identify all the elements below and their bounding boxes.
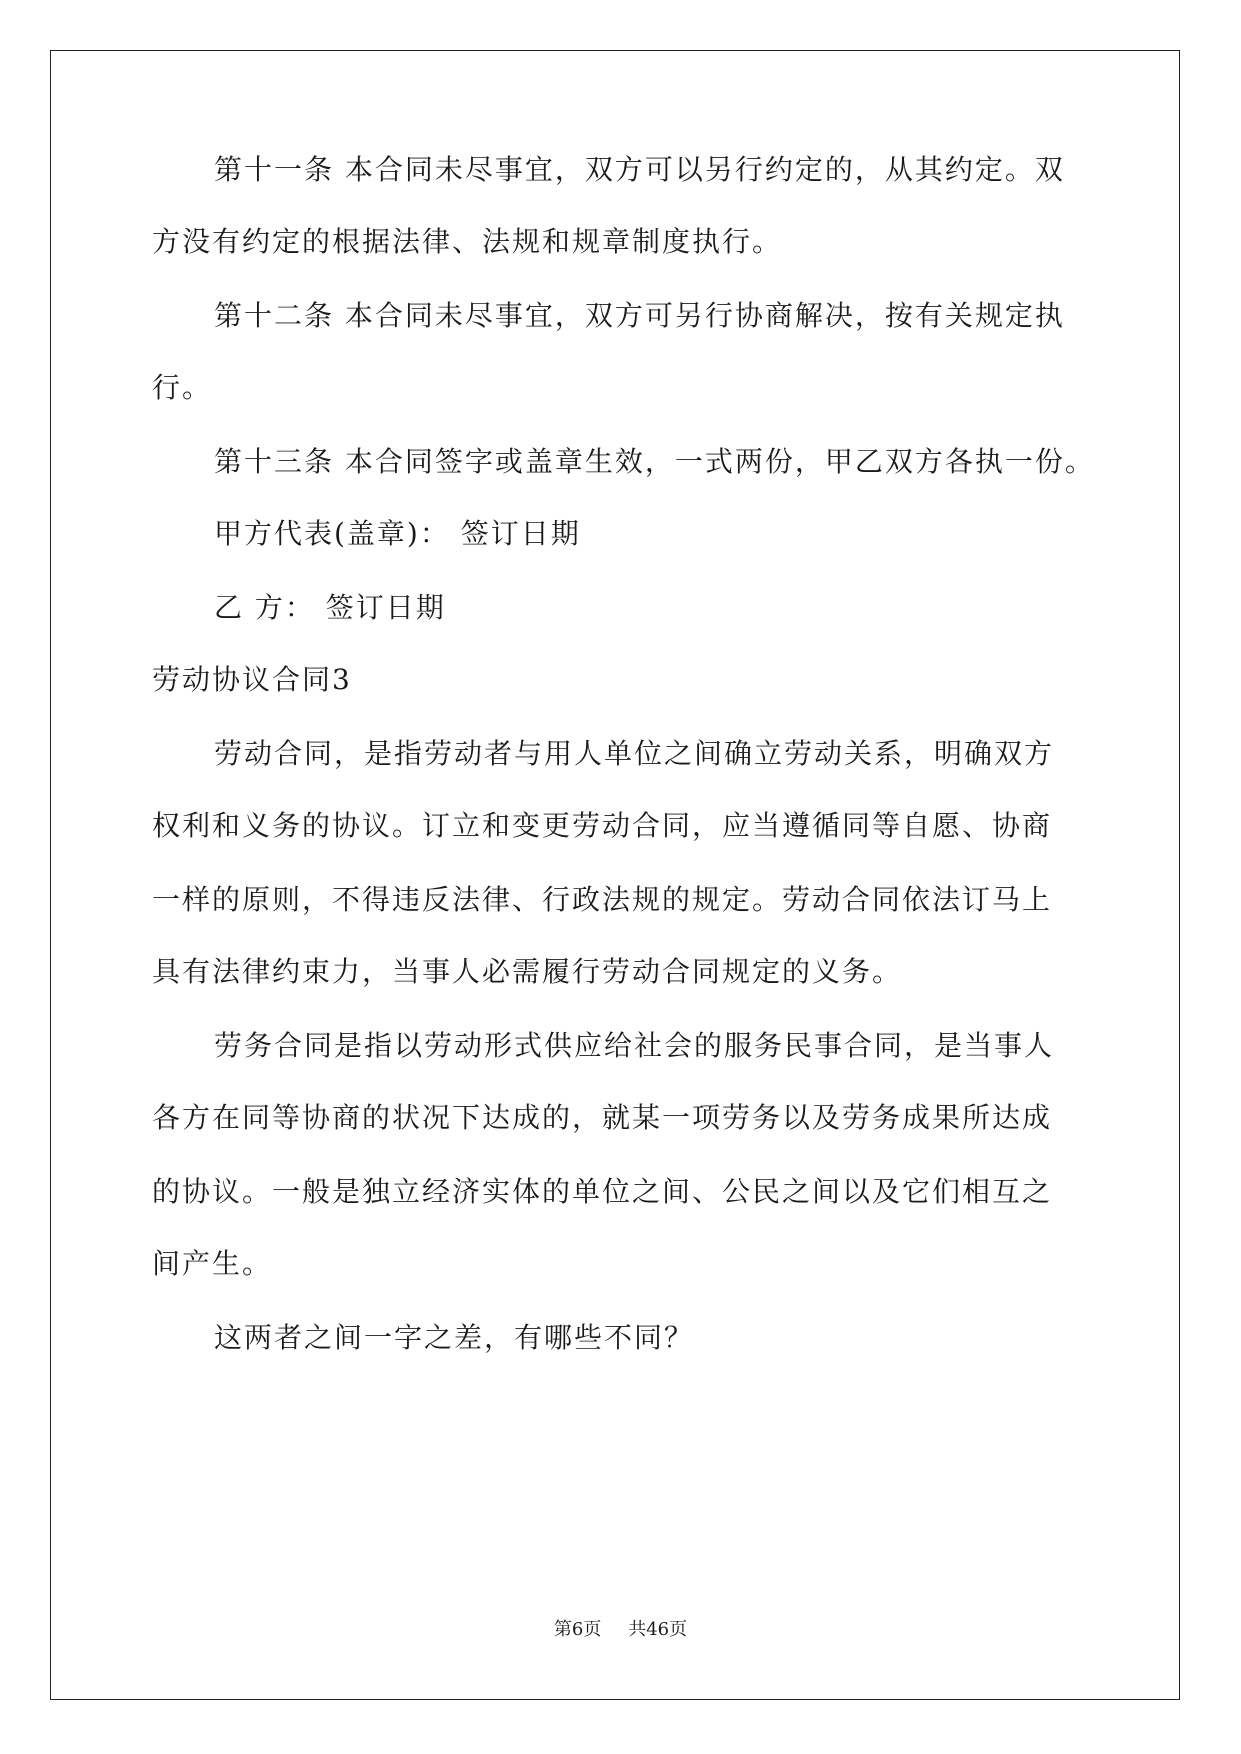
paragraph-line: 方没有约定的根据法律、法规和规章制度执行。 bbox=[152, 225, 783, 258]
page-total: 共46页 bbox=[628, 1619, 688, 1640]
section-heading: 劳动协议合同3 bbox=[152, 663, 352, 696]
page-number: 第6页 bbox=[553, 1619, 602, 1640]
paragraph-line: 行。 bbox=[152, 371, 213, 404]
paragraph-line: 一样的原则，不得违反法律、行政法规的规定。劳动合同依法订马上 bbox=[152, 883, 1053, 916]
paragraph-line: 权利和义务的协议。订立和变更劳动合同，应当遵循同等自愿、协商 bbox=[152, 809, 1053, 842]
paragraph-line: 第十三条 本合同签字或盖章生效，一式两份，甲乙双方各执一份。 bbox=[214, 445, 1095, 478]
signature-line-party-b: 乙 方： 签订日期 bbox=[214, 591, 446, 624]
paragraph-line: 间产生。 bbox=[152, 1247, 273, 1280]
paragraph-line: 这两者之间一字之差，有哪些不同？ bbox=[214, 1321, 695, 1354]
page-footer bbox=[0, 1618, 1241, 1642]
paragraph-line: 第十二条 本合同未尽事宜，双方可另行协商解决，按有关规定执 bbox=[214, 299, 1065, 332]
paragraph-line: 劳务合同是指以劳动形式供应给社会的服务民事合同，是当事人 bbox=[214, 1029, 1055, 1062]
paragraph-line: 第十一条 本合同未尽事宜，双方可以另行约定的，从其约定。双 bbox=[214, 153, 1065, 186]
paragraph-line: 的协议。一般是独立经济实体的单位之间、公民之间以及它们相互之 bbox=[152, 1175, 1053, 1208]
paragraph-line: 具有法律约束力，当事人必需履行劳动合同规定的义务。 bbox=[152, 955, 903, 988]
paragraph-line: 劳动合同，是指劳动者与用人单位之间确立劳动关系，明确双方 bbox=[214, 737, 1055, 770]
signature-line-party-a: 甲方代表(盖章)： 签订日期 bbox=[214, 517, 581, 550]
paragraph-line: 各方在同等协商的状况下达成的，就某一项劳务以及劳务成果所达成 bbox=[152, 1101, 1053, 1134]
